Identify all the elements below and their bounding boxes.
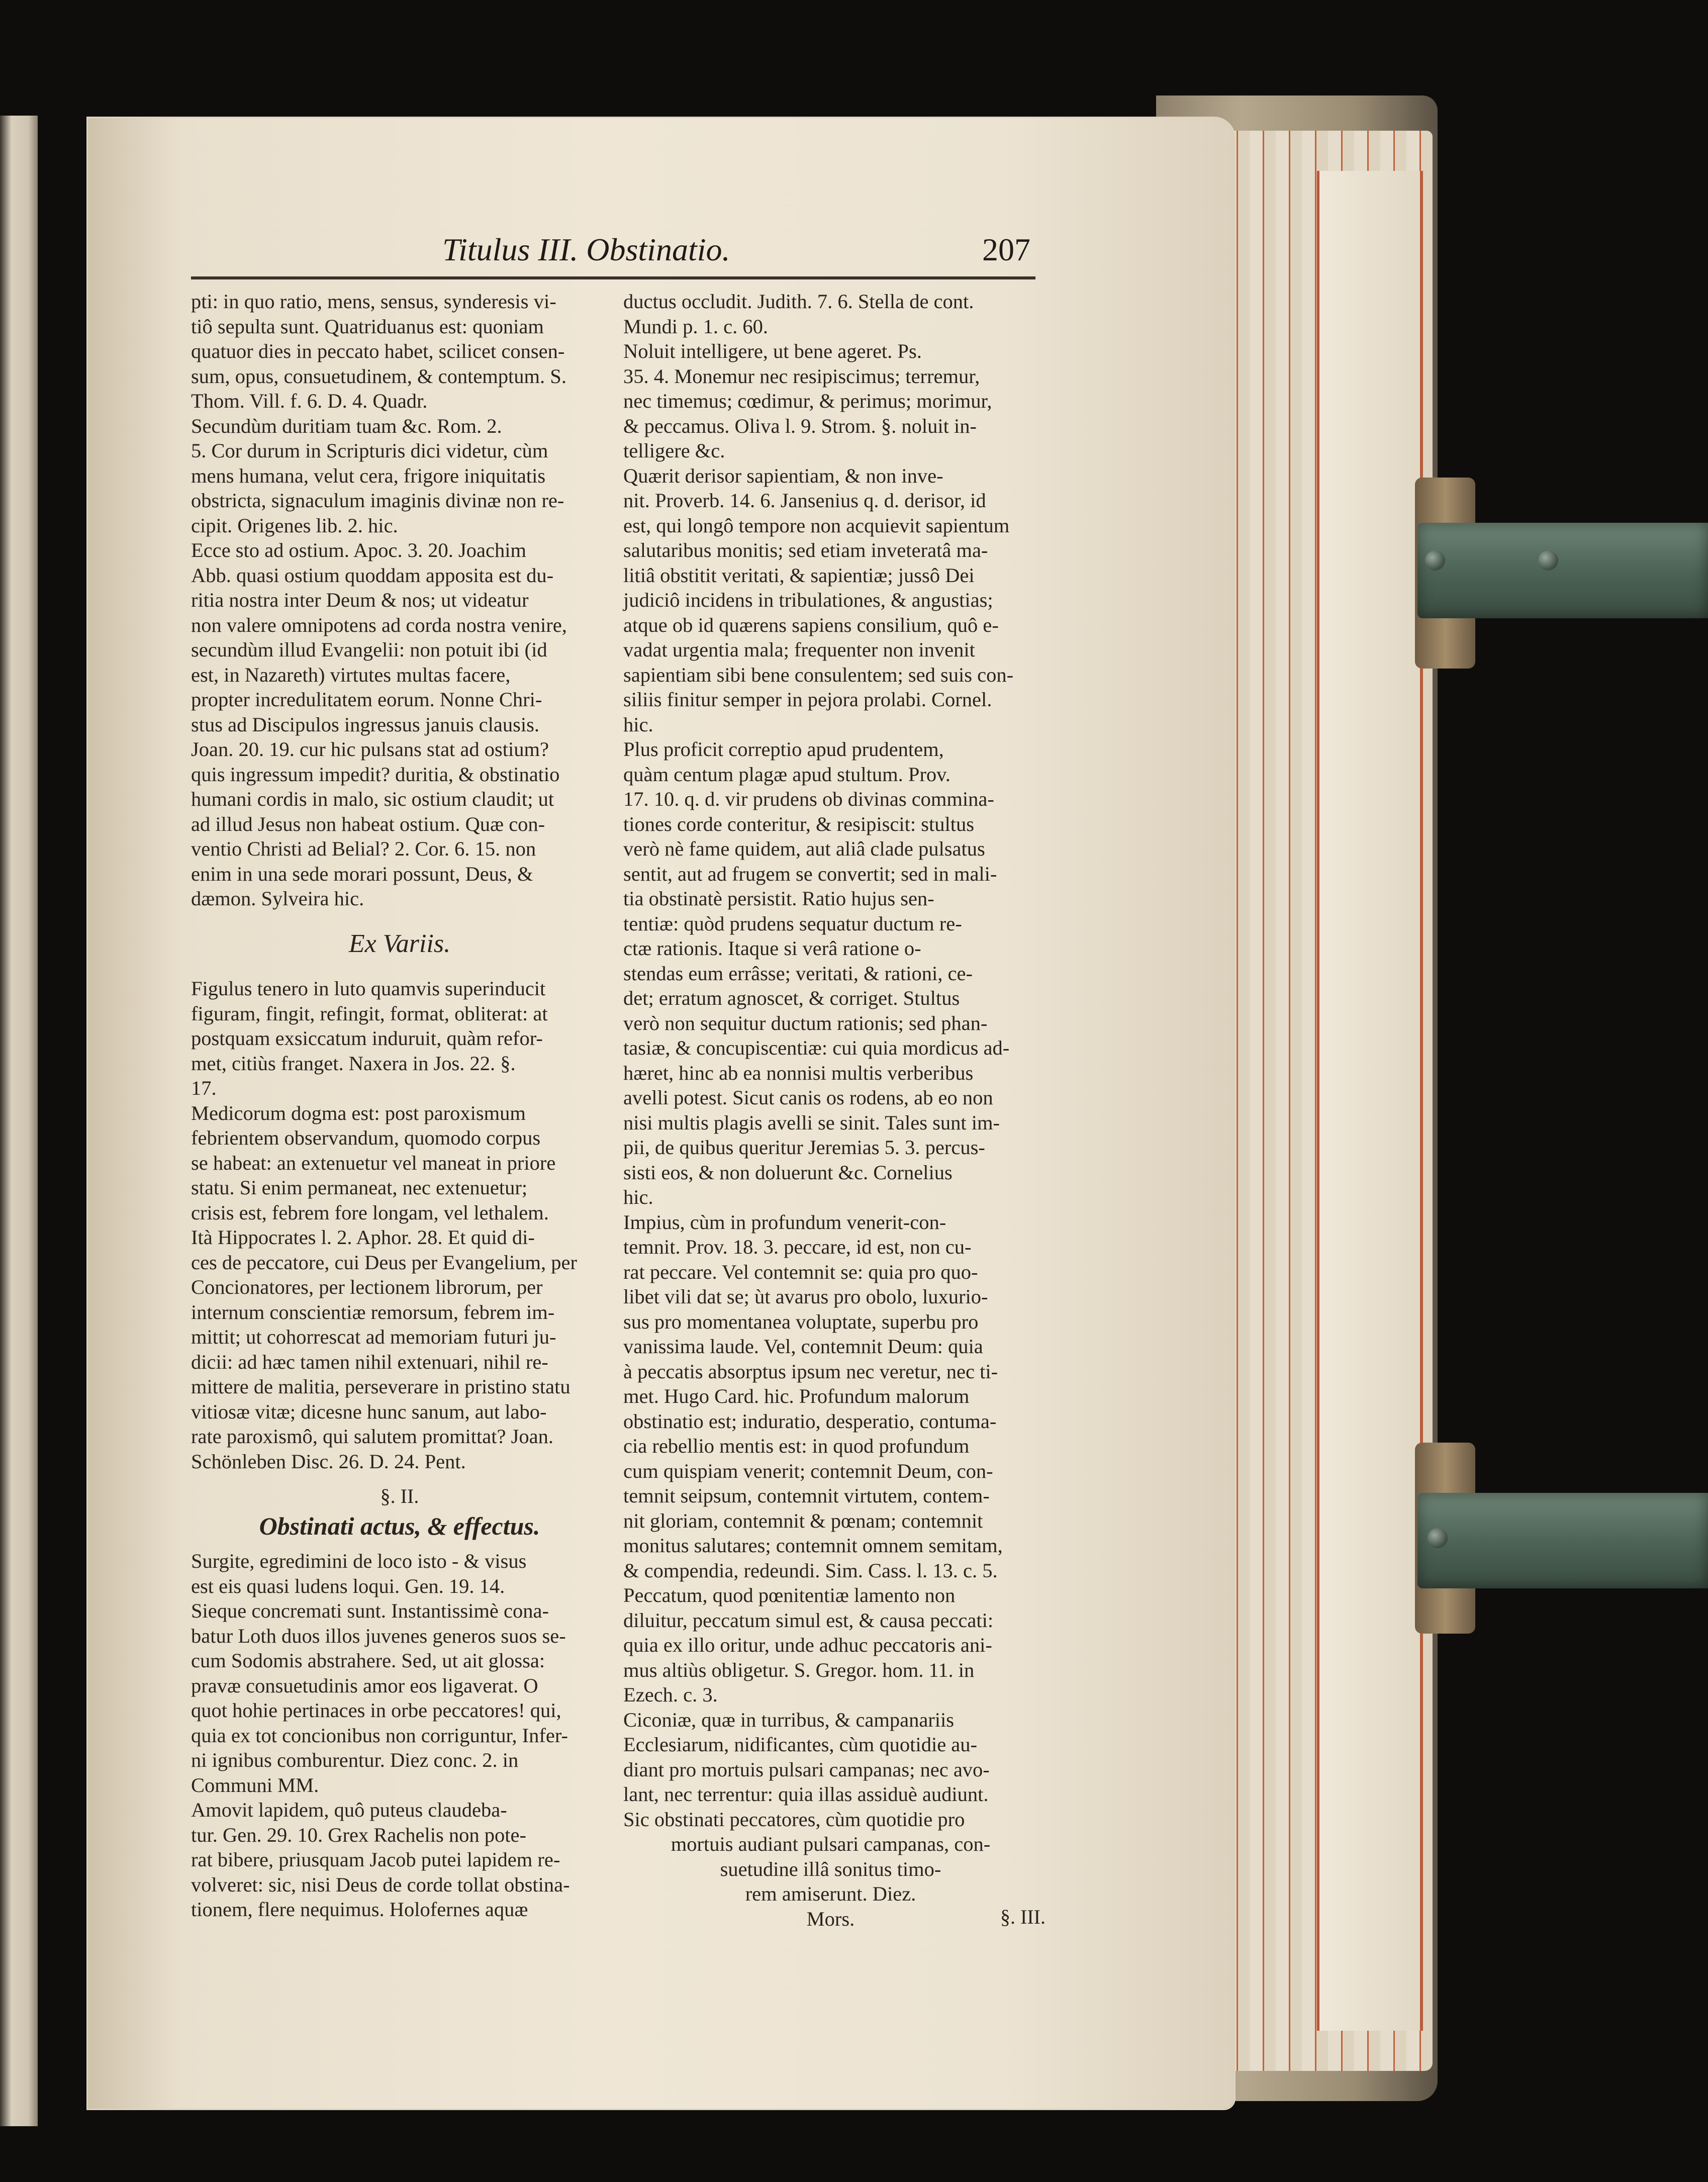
text-line: sentit, aut ad frugem se convertit; sed in mali- [623, 862, 997, 885]
text-line: cia rebellio mentis est: in quod profundum [623, 1435, 970, 1457]
text-line: nisi multis plagis avelli se sinit. Tales sunt im- [623, 1111, 1000, 1134]
text-line: Noluit intelligere, ut bene ageret. Ps. [623, 340, 922, 362]
section-mark: §. II. [380, 1485, 419, 1507]
text-line: est, in Nazareth) virtutes multas facere, [191, 663, 511, 686]
text-line: Ecclesiarum, nidificantes, cùm quotidie au- [623, 1733, 978, 1756]
text-line: febrientem observandum, quomodo corpus [191, 1126, 541, 1149]
text-line: mus altiùs obligetur. S. Gregor. hom. 11. in [623, 1658, 975, 1681]
text-line: ductus occludit. Judith. 7. 6. Stella de cont. [623, 290, 974, 313]
text-line: hic. [623, 1186, 653, 1208]
text-line: verò non sequitur ductum rationis; sed phan- [623, 1011, 988, 1034]
text-line: vadat urgentia mala; frequenter non invenit [623, 638, 975, 661]
text-line: vitiosæ vitæ; dicesne hunc sanum, aut labo- [191, 1400, 547, 1423]
text-line: statu. Si enim permaneat, nec extenuetur; [191, 1176, 528, 1199]
clasp-upper [1417, 523, 1708, 618]
text-line: Mundi p. 1. c. 60. [623, 315, 768, 338]
page-stack-inner [1317, 171, 1423, 2031]
text-line: hic. [623, 713, 653, 736]
text-line: ctæ rationis. Itaque si verâ ratione o- [623, 937, 921, 960]
text-line: tasiæ, & concupiscentiæ: cui quia mordicus ad- [623, 1036, 1010, 1059]
text-line: 17. 10. q. d. vir prudens ob divinas commina- [623, 788, 994, 810]
closing-lines [623, 1832, 1038, 1931]
text-line: Thom. Vill. f. 6. D. 4. Quadr. [191, 390, 428, 412]
running-header [191, 231, 1035, 279]
page-number: 207 [982, 232, 1030, 267]
heading-ex-variis: Ex Variis. [348, 929, 451, 958]
text-line: met. Hugo Card. hic. Profundum malorum [623, 1385, 970, 1407]
text-block [191, 976, 608, 1474]
text-line: judiciô incidens in tribulationes, & angustias; [623, 589, 993, 611]
left-facing-page-edge [0, 116, 38, 2126]
text-line: postquam exsiccatum induruit, quàm refor- [191, 1027, 543, 1050]
text-line: cum quispiam venerit; contemnit Deum, con- [623, 1459, 993, 1482]
text-line: verò nè fame quidem, aut aliâ clade pulsatus [623, 837, 985, 860]
text-line: Quærit derisor sapientiam, & non inve- [623, 464, 943, 487]
text-line: quia ex tot concionibus non corriguntur, Infer- [191, 1724, 568, 1747]
text-line: secundùm illud Evangelii: non potuit ibi (id [191, 638, 547, 661]
text-line: salutaribus monitis; sed etiam inveteratâ ma- [623, 539, 988, 561]
text-line: quàm centum plagæ apud stultum. Prov. [623, 763, 951, 786]
text-line: vanissima laude. Vel, contemnit Deum: quia [623, 1335, 983, 1358]
text-line: 5. Cor durum in Scripturis dici videtur, cùm [191, 439, 548, 462]
text-line: tur. Gen. 29. 10. Grex Rachelis non pote- [191, 1823, 526, 1846]
text-line: rat bibere, priusquam Jacob putei lapidem re- [191, 1848, 560, 1871]
text-line: rat peccare. Vel contemnit se: quia pro quo- [623, 1260, 978, 1283]
text-line: ni ignibus comburentur. Diez conc. 2. in [191, 1749, 519, 1771]
text-line: obstricta, signaculum imaginis divinæ non re- [191, 489, 564, 512]
text-block [191, 289, 608, 911]
text-line: est, qui longô tempore non acquievit sapientum [623, 514, 1010, 537]
text-line: Ciconiæ, quæ in turribus, & campanariis [623, 1708, 955, 1731]
clasp-lower [1417, 1493, 1708, 1588]
text-line: quatuor dies in peccato habet, scilicet consen- [191, 340, 565, 362]
text-line: Mors. [806, 1907, 855, 1930]
text-line: tiô sepulta sunt. Quatriduanus est: quoniam [191, 315, 544, 338]
text-line: quot hohie pertinaces in orbe peccatores! qui, [191, 1699, 561, 1722]
text-line: tia obstinatè persistit. Ratio hujus sen- [623, 887, 934, 910]
text-line: tionem, flere nequimus. Holofernes aquæ [191, 1898, 528, 1921]
text-line: pti: in quo ratio, mens, sensus, synderesis vi- [191, 290, 556, 313]
text-line: Impius, cùm in profundum venerit-con- [623, 1210, 946, 1234]
text-line: internum conscientiæ remorsum, febrem im- [191, 1300, 555, 1323]
text-line: Medicorum dogma est: post paroxismum [191, 1101, 526, 1124]
text-line: nit. Proverb. 14. 6. Jansenius q. d. derisor, id [623, 489, 986, 512]
text-line: propter incredulitatem eorum. Nonne Chri- [191, 688, 542, 711]
text-line: pravæ consuetudinis amor eos ligaverat. O [191, 1674, 538, 1697]
text-line: dicii: ad hæc tamen nihil extenuari, nihil re- [191, 1350, 548, 1373]
text-line: à peccatis absorptus ipsum nec veretur, nec ti- [623, 1360, 998, 1383]
text-line: tiones corde conteritur, & resipiscit: stultus [623, 812, 974, 835]
text-line: nit gloriam, contemnit & pœnam; contemnit [623, 1509, 983, 1532]
text-line: lant, nec terrentur: quia illas assiduè audiunt. [623, 1783, 989, 1806]
text-line: enim in una sede morari possunt, Deus, & [191, 862, 533, 885]
text-line: mittit; ut cohorrescat ad memoriam futuri ju- [191, 1325, 556, 1348]
text-line: Secundùm duritiam tuam &c. Rom. 2. [191, 414, 502, 437]
text-line: siliis finitur semper in pejora prolabi. Cornel. [623, 688, 992, 711]
text-line: monitus salutares; contemnit omnem semitam, [623, 1534, 1003, 1557]
text-line: cum Sodomis abstrahere. Sed, ut ait glossa: [191, 1649, 545, 1672]
text-line: hæret, hinc ab ea nonnisi multis verberibus [623, 1061, 974, 1084]
running-title: Titulus III. Obstinatio. [442, 232, 730, 267]
text-line: libet vili dat se; ùt avarus pro obolo, luxurio- [623, 1285, 988, 1308]
text-line: stendas eum errâsse; veritati, & rationi, ce- [623, 962, 973, 985]
rivet-icon [1425, 550, 1445, 571]
text-line: Sic obstinati peccatores, cùm quotidie pro [623, 1808, 965, 1831]
text-line: est eis quasi ludens loqui. Gen. 19. 14. [191, 1574, 505, 1597]
text-line: litiâ obstitit veritati, & sapientiæ; jussô Dei [623, 563, 975, 587]
text-line: tentiæ: quòd prudens sequatur ductum re- [623, 912, 962, 935]
text-line: 35. 4. Monemur nec resipiscimus; terremur, [623, 364, 980, 388]
text-line: Plus proficit correptio apud prudentem, [623, 738, 944, 761]
text-line: Abb. quasi ostium quoddam apposita est du- [191, 563, 554, 587]
text-line: Ità Hippocrates l. 2. Aphor. 28. Et quid di- [191, 1226, 535, 1249]
text-line: sisti eos, & non doluerunt &c. Cornelius [623, 1161, 953, 1184]
next-section-mark: §. III. [1000, 1906, 1046, 1928]
text-line: se habeat: an extenuetur vel maneat in priore [191, 1151, 556, 1174]
text-line: quis ingressum impedit? duritia, & obstinatio [191, 763, 560, 786]
text-line: Ezech. c. 3. [623, 1683, 718, 1706]
text-block [191, 1549, 608, 1922]
text-line: stus ad Discipulos ingressus januis clausis. [191, 713, 539, 736]
text-line: pii, de quibus queritur Jeremias 5. 3. percus- [623, 1136, 985, 1159]
text-line: det; erratum agnoscet, & corriget. Stultus [623, 987, 960, 1009]
text-line: Joan. 20. 19. cur hic pulsans stat ad ostium? [191, 738, 549, 761]
text-line: Schönleben Disc. 26. D. 24. Pent. [191, 1450, 466, 1473]
text-line: rem amiserunt. Diez. [745, 1882, 916, 1905]
text-line: ad illud Jesus non habeat ostium. Quæ con- [191, 812, 545, 835]
text-line: Figulus tenero in luto quamvis superinducit [191, 977, 546, 1000]
text-line: & peccamus. Oliva l. 9. Strom. §. noluit in- [623, 414, 977, 437]
text-line: non valere omnipotens ad corda nostra venire, [191, 613, 567, 636]
text-line: temnit seipsum, contemnit virtutem, contem- [623, 1484, 990, 1507]
text-line: & compendia, redeundi. Sim. Cass. l. 13. c. 5. [623, 1559, 998, 1582]
text-line: sus pro momentanea voluptate, superbu pro [623, 1310, 979, 1333]
text-line: sapientiam sibi bene consulentem; sed suis con- [623, 663, 1014, 686]
text-line: diant pro mortuis pulsari campanas; nec avo- [623, 1758, 990, 1781]
text-line: cipit. Origenes lib. 2. hic. [191, 514, 398, 537]
section-subheading: Obstinati actus, & effectus. [259, 1511, 540, 1540]
text-block [623, 289, 1038, 1832]
text-line: mens humana, velut cera, frigore iniquitatis [191, 464, 546, 487]
text-line: humani cordis in malo, sic ostium claudit; ut [191, 788, 554, 810]
text-line: quia ex illo oritur, unde adhuc peccatoris ani- [623, 1634, 992, 1656]
rivet-icon [1428, 1528, 1448, 1548]
right-column [623, 289, 1038, 1931]
text-line: mortuis audiant pulsari campanas, con- [671, 1833, 991, 1855]
text-line: Sieque concremati sunt. Instantissimè cona- [191, 1599, 549, 1622]
text-line: Peccatum, quod pœnitentiæ lamento non [623, 1584, 956, 1606]
text-line: ces de peccatore, cui Deus per Evangelium, per [191, 1251, 578, 1274]
text-line: sum, opus, consuetudinem, & contemptum. S. [191, 364, 566, 388]
text-line: mittere de malitia, perseverare in pristino statu [191, 1375, 571, 1398]
text-line: avelli potest. Sicut canis os rodens, ab eo non [623, 1086, 993, 1109]
text-line: nec timemus; cœdimur, & perimus; morimur, [623, 390, 992, 412]
text-line: figuram, fingit, refingit, format, obliterat: at [191, 1002, 548, 1025]
text-line: diluitur, peccatum simul est, & causa peccati: [623, 1608, 994, 1632]
text-line: Concionatores, per lectionem librorum, per [191, 1276, 543, 1298]
text-line: met, citiùs franget. Naxera in Jos. 22. §. [191, 1052, 516, 1075]
text-line: rate paroxismô, qui salutem promittat? Joan. [191, 1425, 553, 1448]
text-line: crisis est, febrem fore longam, vel lethalem. [191, 1201, 549, 1224]
text-line: batur Loth duos illos juvenes generos suos se- [191, 1624, 566, 1647]
rivet-icon [1538, 550, 1558, 571]
text-line: telligere &c. [623, 439, 725, 462]
text-line: suetudine illâ sonitus timo- [720, 1857, 941, 1880]
text-line: ventio Christi ad Belial? 2. Cor. 6. 15. non [191, 837, 536, 860]
text-line: Ecce sto ad ostium. Apoc. 3. 20. Joachim [191, 539, 527, 561]
text-line: atque ob id quærens sapiens consilium, quô e- [623, 613, 999, 636]
text-line: volveret: sic, nisi Deus de corde tollat obstina- [191, 1873, 570, 1896]
text-line: obstinatio est; induratio, desperatio, contuma- [623, 1409, 997, 1433]
text-line: dæmon. Sylveira hic. [191, 887, 364, 910]
text-line: ritia nostra inter Deum & nos; ut videatur [191, 589, 529, 611]
text-line: 17. [191, 1077, 217, 1099]
text-line: Amovit lapidem, quô puteus claudeba- [191, 1798, 507, 1821]
text-line: Communi MM. [191, 1773, 319, 1796]
text-line: temnit. Prov. 18. 3. peccare, id est, non cu- [623, 1236, 972, 1258]
text-line: Surgite, egredimini de loco isto - & visus [191, 1550, 527, 1572]
left-column [191, 289, 608, 1922]
